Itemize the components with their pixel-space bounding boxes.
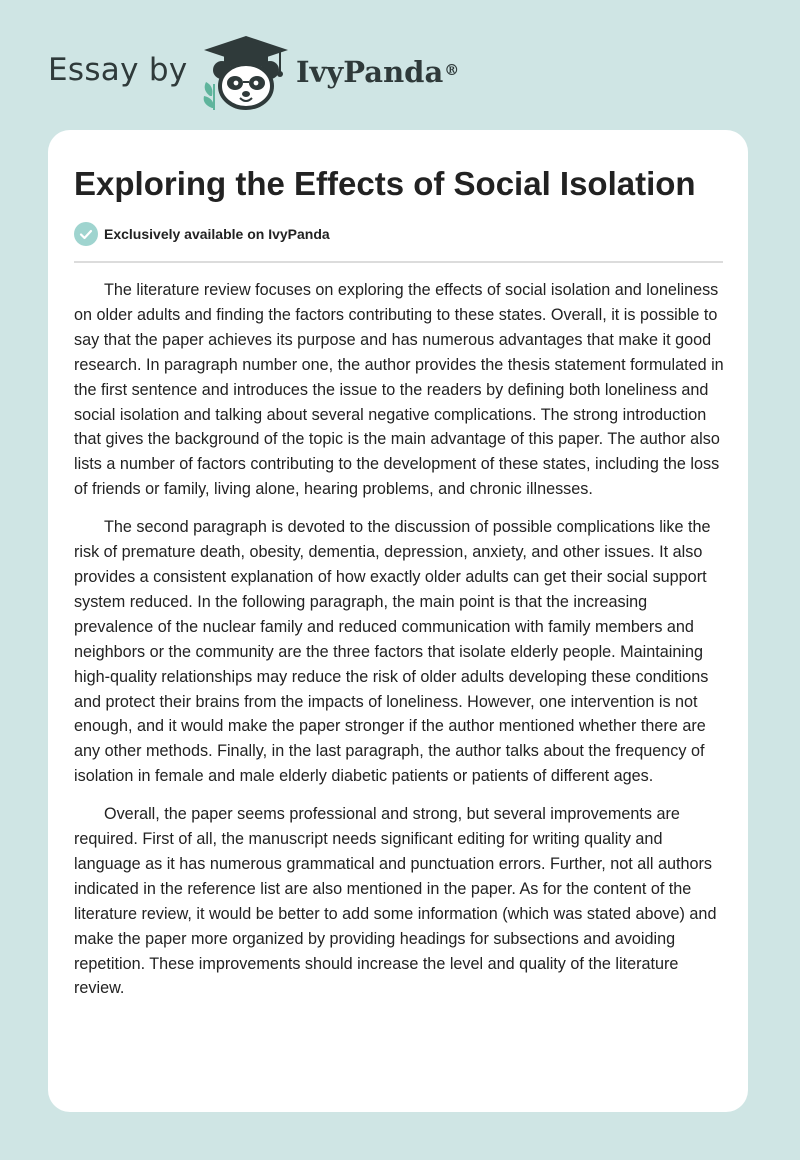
paragraph: Overall, the paper seems professional and strong, but several improvements are required. First of all, the manuscript needs significant editing for writing quality and language as it has numerous grammatical and punctuation errors. Further, not all authors indicated in the reference list are also mentioned in the paper. As for the content of the literature review, it would be better to add some information (which was stated above) and make the paper more organized by providing headings for subsections and avoiding repetition. These improvements should increase the level and quality of the literature review. (74, 805, 717, 998)
page-title: Exploring the Effects of Social Isolation (74, 165, 696, 202)
paragraph: The literature review focuses on exploring the effects of social isolation and loneliness on older adults and finding the factors contributing to these states. Overall, it is possible to say that the paper achieves its purpose and has numerous advantages that make it good research. In paragraph number one, the author provides the thesis statement formulated in the first sentence and introduces the issue to the readers by defining both loneliness and social isolation and talking about several negative complications. The strong introduction that gives the background of the topic is the main advantage of this paper. The author also lists a number of factors contributing to the development of these states, including the loss of friends or family, living alone, hearing problems, and chronic illnesses. (74, 281, 724, 499)
brand-name[interactable]: IvyPanda® (296, 55, 460, 89)
divider (74, 261, 723, 263)
panda-graduate-icon[interactable] (200, 34, 292, 112)
exclusive-badge (74, 222, 330, 246)
registered-mark: ® (444, 61, 460, 79)
site-header (0, 0, 800, 130)
essay-card (48, 130, 748, 1112)
essay-body (74, 278, 724, 1014)
exclusive-badge-label: Exclusively available on IvyPanda (104, 226, 330, 242)
check-icon (74, 222, 98, 246)
paragraph: The second paragraph is devoted to the discussion of possible complications like the risk of premature death, obesity, dementia, depression, anxiety, and other issues. It also provides a consistent explanation of how exactly older adults can get their social support system reduced. In the following paragraph, the main point is that the increasing prevalence of the nuclear family and reduced communication with family members and neighbors or the community are the three factors that isolate elderly people. Maintaining high-quality relationships may reduce the risk of older adults developing these conditions and protect their brains from the impacts of loneliness. However, one intervention is not enough, and it would make the paper stronger if the author mentioned whether there are any other methods. Finally, in the last paragraph, the author talks about the frequency of isolation in female and male elderly diabetic patients or patients of different ages. (74, 518, 711, 786)
essay-by-label: Essay by (48, 52, 188, 88)
